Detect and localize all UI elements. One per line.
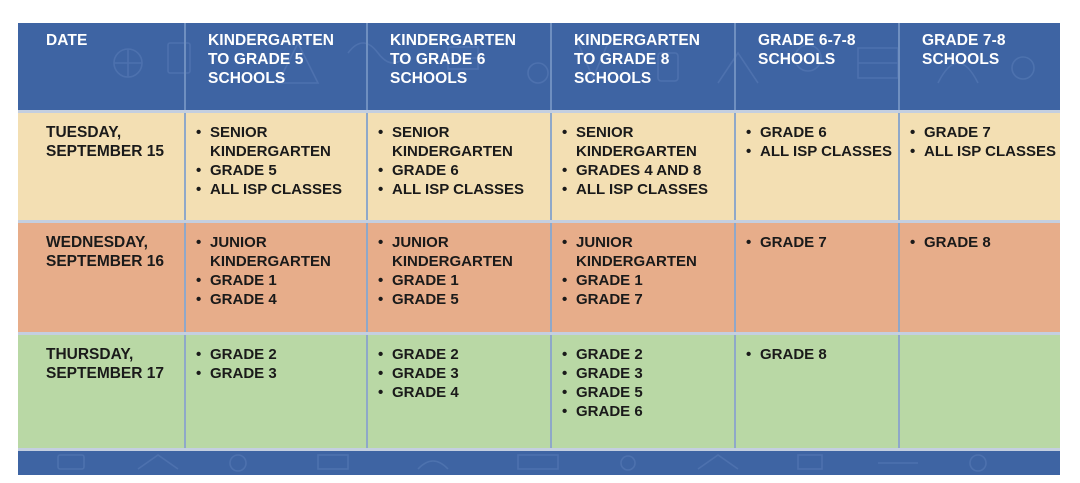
- grade-list: [562, 233, 730, 309]
- list-item: • GRADE 4: [196, 290, 362, 309]
- list-item: • GRADE 6: [746, 123, 894, 142]
- list-item: • SENIOR KINDERGARTEN: [378, 123, 546, 161]
- list-item: • GRADE 3: [562, 364, 730, 383]
- list-item: • SENIOR KINDERGARTEN: [196, 123, 362, 161]
- table-cell: [367, 221, 551, 333]
- list-item: • GRADE 6: [378, 161, 546, 180]
- list-item: • GRADE 7: [746, 233, 894, 252]
- grade-list: [378, 233, 546, 309]
- grade-list: [196, 345, 362, 383]
- date-cell: THURSDAY, SEPTEMBER 17: [18, 333, 185, 448]
- header-k-to-6: KINDERGARTEN TO GRADE 6 SCHOOLS: [367, 23, 551, 111]
- table-cell: [735, 221, 899, 333]
- list-item: • GRADE 1: [562, 271, 730, 290]
- table-cell: [551, 333, 735, 448]
- grade-list: [562, 123, 730, 199]
- header-k-to-8: KINDERGARTEN TO GRADE 8 SCHOOLS: [551, 23, 735, 111]
- grade-list: [196, 233, 362, 309]
- school-reopening-schedule-table: [18, 23, 1060, 448]
- table-cell: [551, 221, 735, 333]
- list-item: • ALL ISP CLASSES: [746, 142, 894, 161]
- table-cell: [899, 333, 1060, 448]
- grade-list: [746, 233, 894, 252]
- date-cell: WEDNESDAY, SEPTEMBER 16: [18, 221, 185, 333]
- table-cell: [735, 111, 899, 221]
- table-cell: [185, 221, 367, 333]
- table-cell: [185, 111, 367, 221]
- grade-list: [746, 345, 894, 364]
- list-item: • GRADE 4: [378, 383, 546, 402]
- header-row: [18, 23, 1060, 111]
- list-item: • ALL ISP CLASSES: [196, 180, 362, 199]
- list-item: • GRADE 1: [196, 271, 362, 290]
- list-item: • GRADE 5: [378, 290, 546, 309]
- list-item: • GRADE 7: [562, 290, 730, 309]
- header-grade-7-8: GRADE 7-8 SCHOOLS: [922, 32, 1006, 68]
- list-item: • JUNIOR KINDERGARTEN: [378, 233, 546, 271]
- list-item: • GRADE 3: [378, 364, 546, 383]
- list-item: • GRADE 7: [910, 123, 1056, 142]
- table-cell: [551, 111, 735, 221]
- grade-list: [378, 123, 546, 199]
- list-item: • GRADE 8: [746, 345, 894, 364]
- list-item: • GRADES 4 AND 8: [562, 161, 730, 180]
- date-cell: TUESDAY, SEPTEMBER 15: [18, 111, 185, 221]
- table-cell: [185, 333, 367, 448]
- list-item: • GRADE 8: [910, 233, 1056, 252]
- grade-list: [196, 123, 362, 199]
- grade-list: [746, 123, 894, 161]
- schedule-frame: [18, 23, 1060, 475]
- list-item: • GRADE 2: [562, 345, 730, 364]
- grade-list: [562, 345, 730, 421]
- grade-list: [910, 233, 1056, 252]
- list-item: • GRADE 2: [196, 345, 362, 364]
- list-item: • JUNIOR KINDERGARTEN: [562, 233, 730, 271]
- grade-list: [378, 345, 546, 402]
- list-item: • GRADE 5: [562, 383, 730, 402]
- list-item: • GRADE 1: [378, 271, 546, 290]
- table-cell: [899, 111, 1060, 221]
- list-item: • GRADE 6: [562, 402, 730, 421]
- list-item: • ALL ISP CLASSES: [378, 180, 546, 199]
- table-cell: [899, 221, 1060, 333]
- list-item: • ALL ISP CLASSES: [562, 180, 730, 199]
- table-row-wednesday: [18, 221, 1060, 333]
- list-item: • GRADE 5: [196, 161, 362, 180]
- list-item: • SENIOR KINDERGARTEN: [562, 123, 730, 161]
- table-cell: [367, 111, 551, 221]
- list-item: • GRADE 2: [378, 345, 546, 364]
- list-item: • ALL ISP CLASSES: [910, 142, 1056, 161]
- list-item: • JUNIOR KINDERGARTEN: [196, 233, 362, 271]
- header-date: DATE: [18, 23, 185, 111]
- header-grade-6-7-8: GRADE 6-7-8 SCHOOLS: [735, 23, 899, 111]
- table-row-thursday: [18, 333, 1060, 448]
- list-item: • GRADE 3: [196, 364, 362, 383]
- grade-list: [910, 123, 1056, 161]
- table-row-tuesday: [18, 111, 1060, 221]
- table-cell: [735, 333, 899, 448]
- footer-band: [18, 448, 1060, 475]
- table-cell: [367, 333, 551, 448]
- header-k-to-5: KINDERGARTEN TO GRADE 5 SCHOOLS: [185, 23, 367, 111]
